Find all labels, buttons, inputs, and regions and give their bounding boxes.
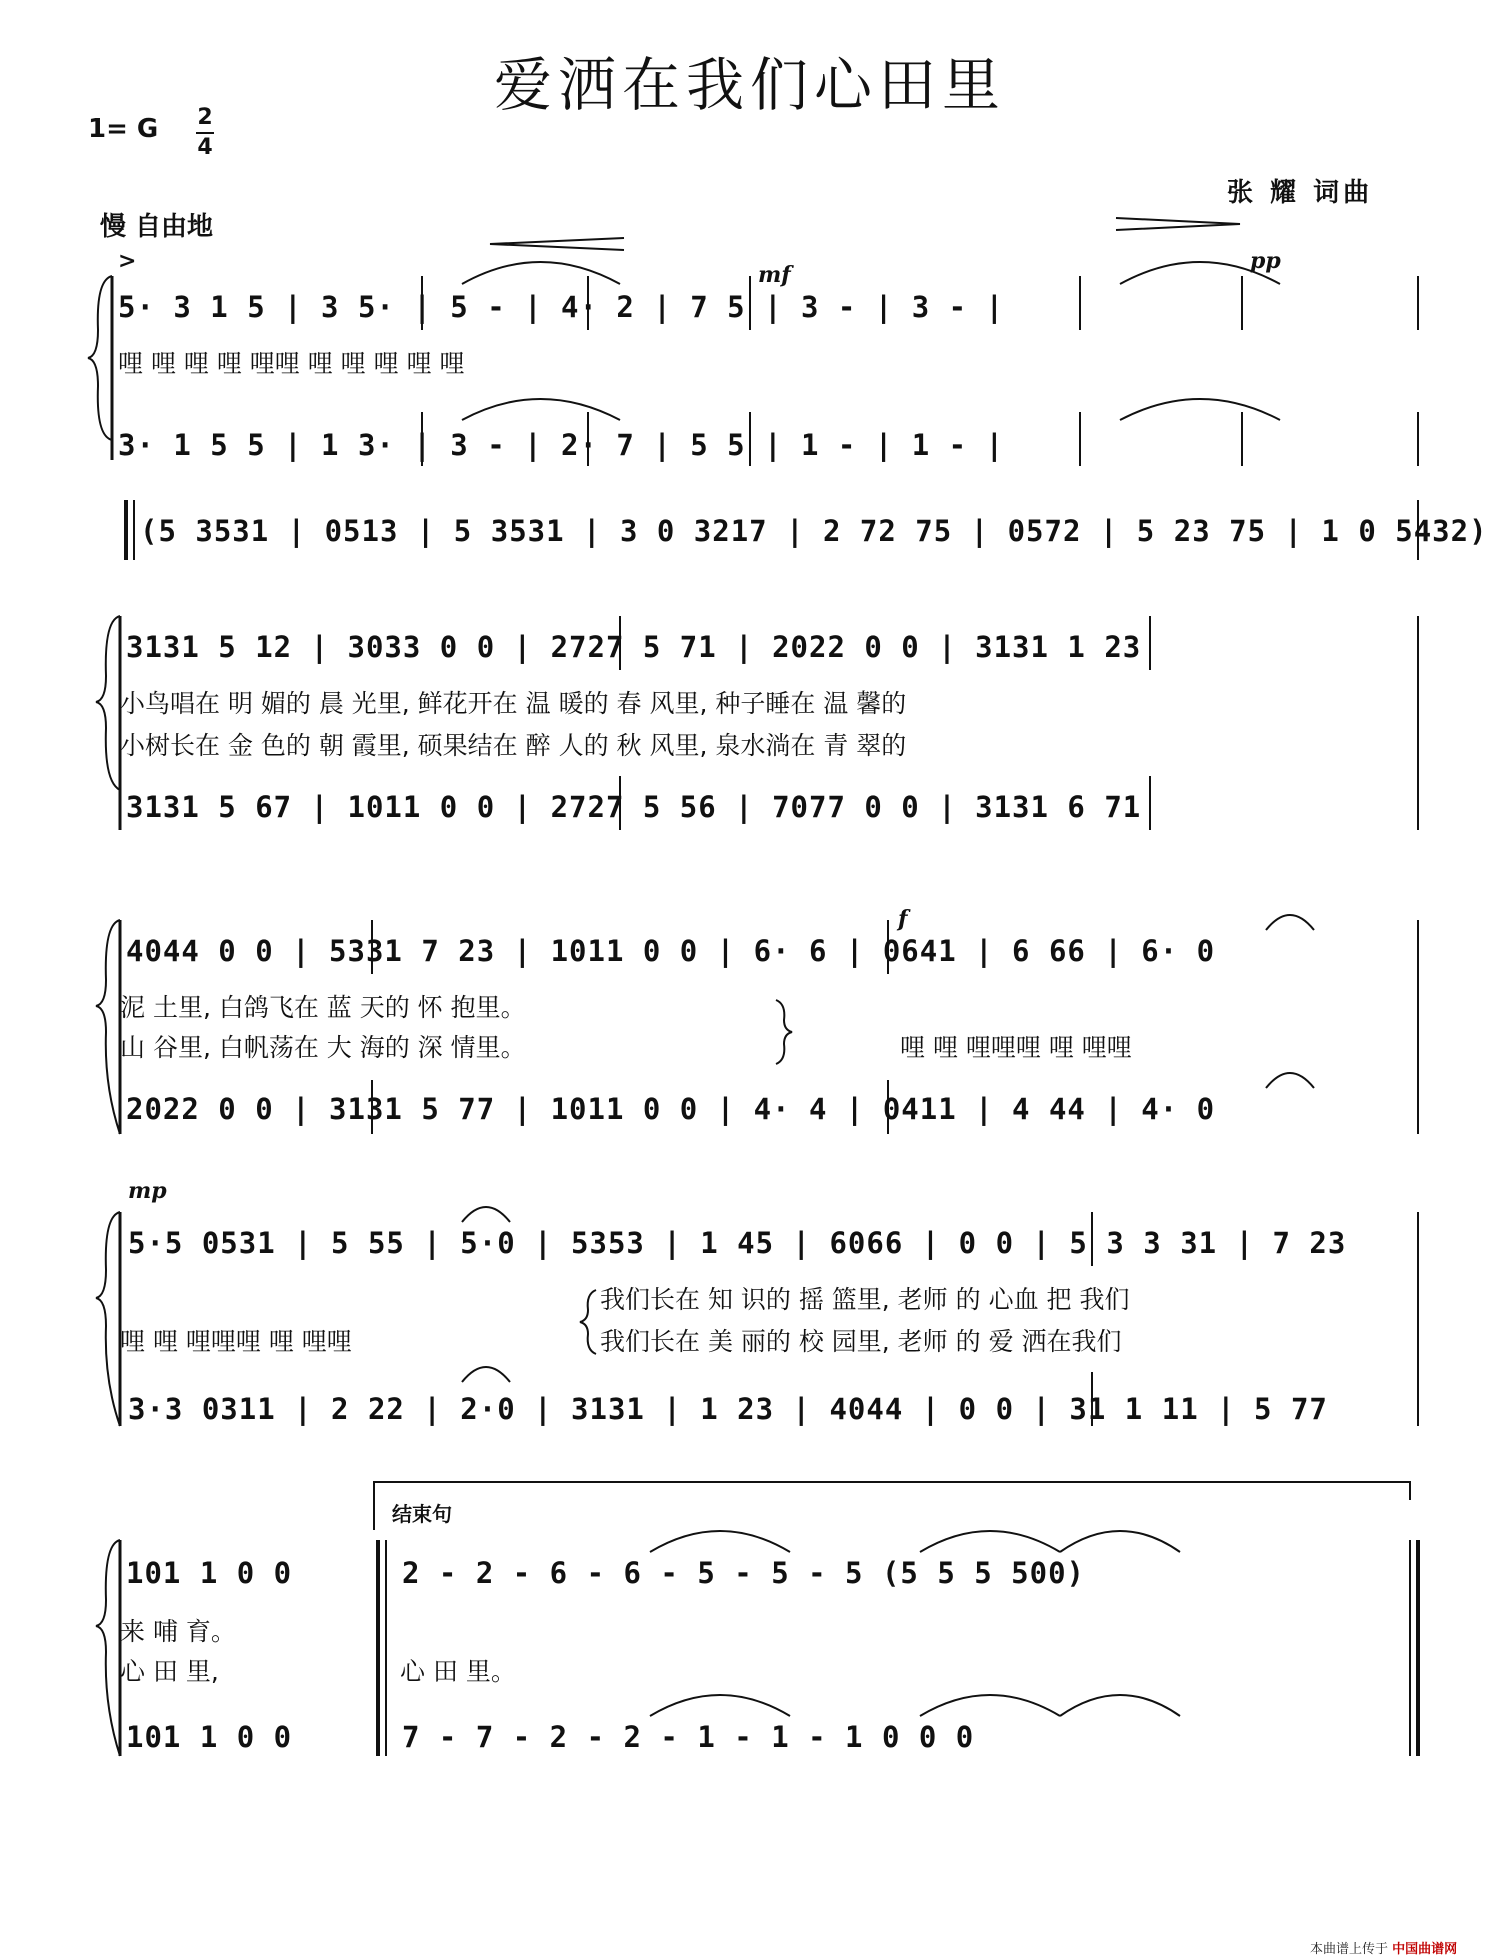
- slur: [650, 1695, 790, 1716]
- system5-brace: [96, 1212, 120, 1426]
- time-sig-top: 2: [197, 105, 213, 130]
- system4-lyrics-verse2: 山 谷里, 白帆荡在 大 海的 深 情里。: [120, 1033, 526, 1062]
- system3-lyrics-verse1: 小鸟唱在 明 媚的 晨 光里, 鲜花开在 温 暖的 春 风里, 种子睡在 温 馨的: [120, 689, 907, 718]
- system3-brace: [96, 616, 120, 790]
- tie: [1266, 915, 1314, 930]
- dynamic-mp: mp: [128, 1178, 167, 1204]
- system1-lyrics: 哩 哩 哩 哩 哩哩 哩 哩 哩 哩 哩: [118, 349, 465, 378]
- footer-brand: 中国曲谱网: [1392, 1942, 1458, 1957]
- lyric-brace: [580, 1290, 596, 1354]
- system6-lyrics-verse2: 心 田 里,: [120, 1657, 219, 1686]
- ending-section-label: 结束句: [392, 1502, 452, 1526]
- composer-credit: 张 耀 词曲: [1227, 178, 1374, 208]
- system5-lyrics-verse1: 我们长在 知 识的 摇 篮里, 老师 的 心血 把 我们: [600, 1285, 1130, 1314]
- system4-lyrics-verse1: 泥 土里, 白鸽飞在 蓝 天的 怀 抱里。: [120, 993, 526, 1022]
- slur: [462, 262, 620, 284]
- footer-text: 本曲谱上传于: [1310, 1942, 1389, 1957]
- system1-brace: [88, 276, 112, 440]
- slur: [1120, 262, 1280, 284]
- system6-brace: [96, 1540, 120, 1756]
- tie: [1266, 1073, 1314, 1088]
- slur: [920, 1531, 1060, 1552]
- system6-upper-notes-a: 101 1 0 0: [126, 1556, 293, 1590]
- system5-lower-notes: 3·3 0311 | 2 22 | 2·0 | 3131 | 1 23 | 4044 | 0 0 | 31 1 11 | 5 77: [128, 1392, 1328, 1426]
- time-sig-bottom: 4: [197, 135, 213, 160]
- tempo-marking: 慢 自由地: [100, 212, 214, 242]
- system5-lyrics-humming: 哩 哩 哩哩哩 哩 哩哩: [120, 1327, 352, 1356]
- dynamic-mf: mf: [758, 262, 791, 288]
- system6-lyrics-verse1: 来 哺 育。: [120, 1617, 236, 1646]
- slur: [1120, 399, 1280, 420]
- slur: [462, 399, 620, 420]
- dynamic-pp: pp: [1250, 248, 1281, 274]
- decrescendo-hairpin: [1116, 218, 1240, 230]
- system1-upper-notes: 5· 3 1 5 | 3 5· | 5 - | 4· 2 | 7 5 | 3 - | 3 - |: [118, 290, 1005, 324]
- volta-bracket: [374, 1482, 1410, 1530]
- system6-lower-notes-a: 101 1 0 0: [126, 1720, 293, 1754]
- accent-mark: >: [118, 248, 137, 274]
- slur: [1060, 1695, 1180, 1716]
- system4-brace: [96, 920, 120, 1134]
- slur: [920, 1695, 1060, 1716]
- system3-lower-notes: 3131 5 67 | 1011 0 0 | 2727 5 56 | 7077 0 0 | 3131 6 71: [126, 790, 1142, 824]
- key-signature: 1= G: [88, 114, 159, 144]
- dynamic-f: f: [898, 906, 908, 932]
- lyric-brace: [776, 1000, 792, 1064]
- system5-lyrics-verse2: 我们长在 美 丽的 校 园里, 老师 的 爱 洒在我们: [600, 1327, 1122, 1356]
- system2-intro-notes: (5 3531 | 0513 | 5 3531 | 3 0 3217 | 2 72 75 | 0572 | 5 23 75 | 1 0 5432): [140, 514, 1488, 548]
- system6-lyrics-ending: 心 田 里。: [400, 1657, 516, 1686]
- tie: [462, 1367, 510, 1382]
- song-title: 爱洒在我们心田里: [493, 51, 1006, 119]
- system3-upper-notes: 3131 5 12 | 3033 0 0 | 2727 5 71 | 2022 0 0 | 3131 1 23: [126, 630, 1142, 664]
- system4-lyrics-humming: 哩 哩 哩哩哩 哩 哩哩: [900, 1033, 1132, 1062]
- crescendo-hairpin: [490, 238, 624, 250]
- system4-upper-notes: 4044 0 0 | 5331 7 23 | 1011 0 0 | 6· 6 | 0641 | 6 66 | 6· 0: [126, 934, 1216, 968]
- system4-lower-notes: 2022 0 0 | 3131 5 77 | 1011 0 0 | 4· 4 | 0411 | 4 44 | 4· 0: [126, 1092, 1216, 1126]
- slur: [650, 1531, 790, 1552]
- system1-lower-notes: 3· 1 5 5 | 1 3· | 3 - | 2· 7 | 5 5 | 1 - | 1 - |: [118, 428, 1005, 462]
- tie: [462, 1207, 510, 1222]
- system5-upper-notes: 5·5 0531 | 5 55 | 5·0 | 5353 | 1 45 | 6066 | 0 0 | 5 3 3 31 | 7 23: [128, 1226, 1347, 1260]
- slur: [1060, 1531, 1180, 1552]
- system3-lyrics-verse2: 小树长在 金 色的 朝 霞里, 硕果结在 醉 人的 秋 风里, 泉水淌在 青 翠的: [120, 731, 907, 760]
- system6-lower-notes-b: 7 - 7 - 2 - 2 - 1 - 1 - 1 0 0 0: [402, 1720, 975, 1754]
- system6-upper-notes-b: 2 - 2 - 6 - 6 - 5 - 5 - 5 (5 5 5 500): [402, 1556, 1086, 1590]
